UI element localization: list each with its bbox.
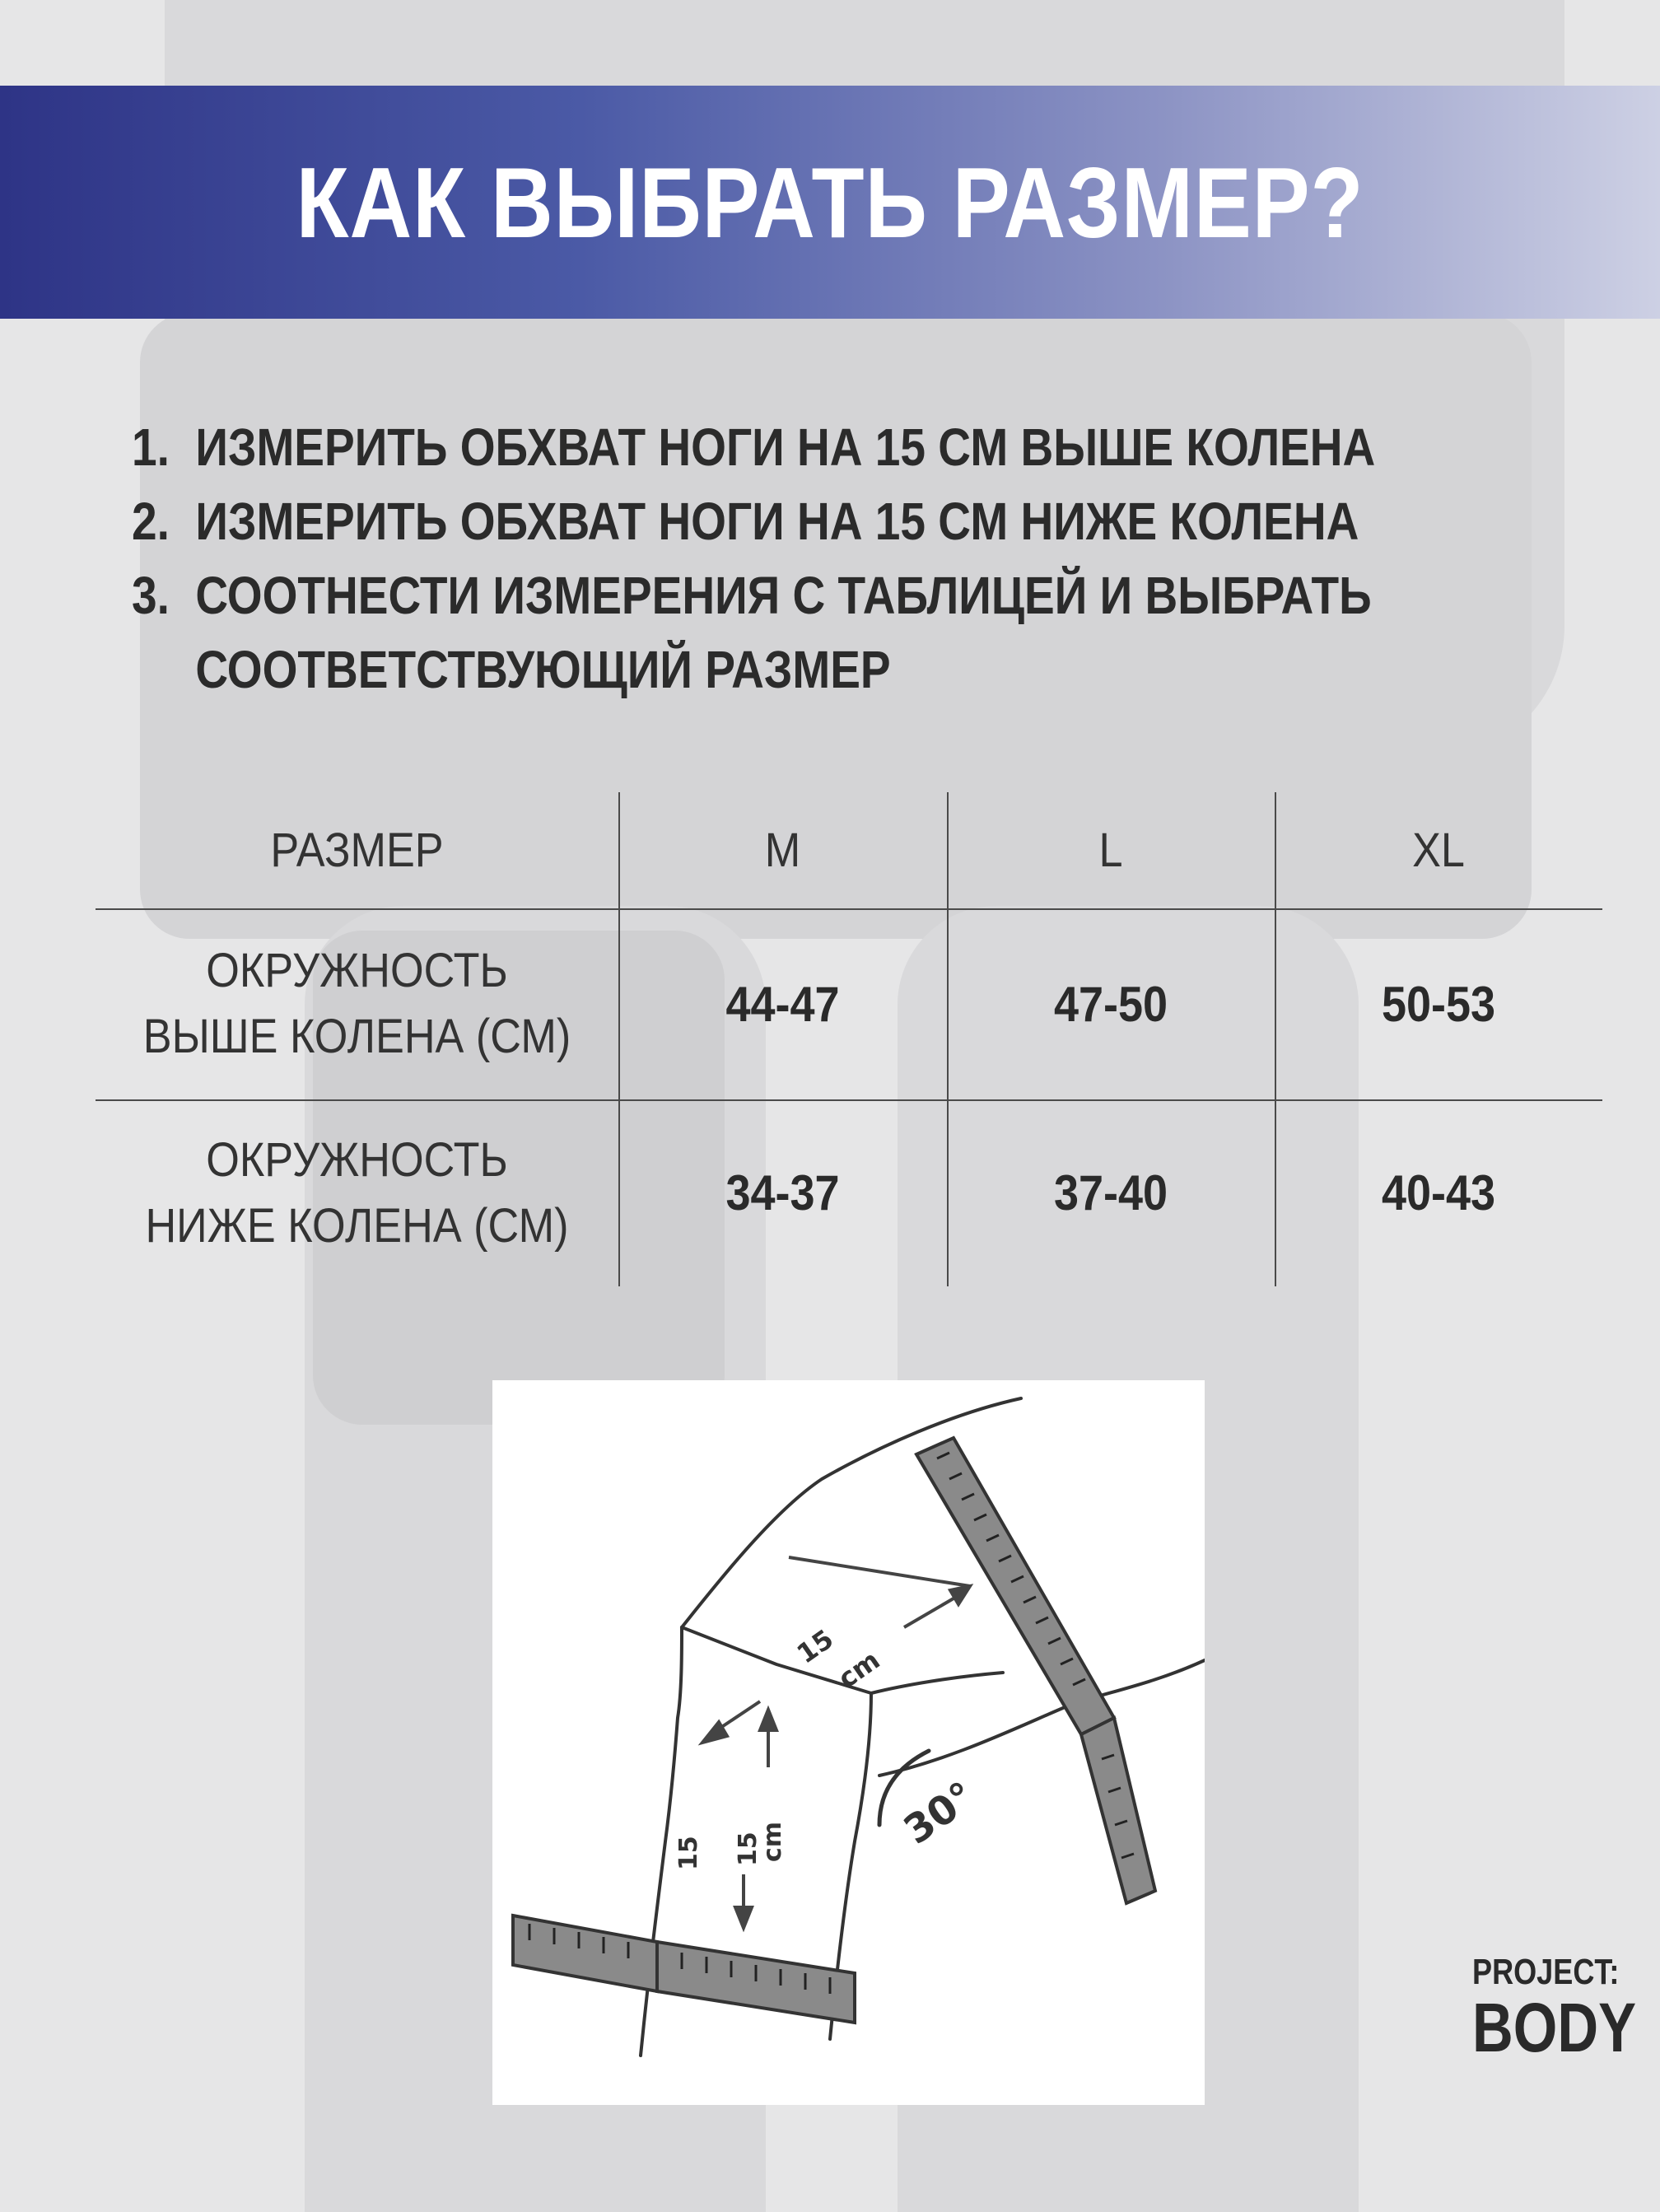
row-label-line: ВЫШЕ КОЛЕНА (СМ) bbox=[142, 1010, 571, 1063]
header-banner bbox=[0, 86, 1660, 319]
upper-tape bbox=[916, 1438, 1155, 1903]
step-text: СООТНЕСТИ ИЗМЕРЕНИЯ С ТАБЛИЦЕЙ И ВЫБРАТЬ bbox=[195, 566, 1372, 625]
table-row-label bbox=[122, 1099, 593, 1286]
table-divider bbox=[947, 792, 949, 1286]
table-cell: 50-53 bbox=[1381, 976, 1496, 1032]
table-header-l: L bbox=[1098, 824, 1123, 877]
row-label-line: ОКРУЖНОСТЬ bbox=[206, 944, 508, 997]
label-cm-upper: cm bbox=[832, 1644, 886, 1695]
step-3 bbox=[132, 558, 1375, 632]
brand-bottom: BODY bbox=[1472, 1989, 1637, 2066]
table-cell: 34-37 bbox=[725, 1165, 840, 1220]
table-row-label bbox=[122, 908, 593, 1099]
table-header-m: M bbox=[764, 824, 801, 877]
table-header-size: РАЗМЕР bbox=[270, 824, 444, 877]
instructions-list bbox=[132, 410, 1578, 707]
label-angle: 30° bbox=[895, 1772, 984, 1854]
label-15-upper: 15 bbox=[790, 1622, 840, 1670]
table-cell: 47-50 bbox=[1053, 976, 1168, 1032]
lower-tape bbox=[513, 1916, 855, 2023]
table-cell: 37-40 bbox=[1053, 1165, 1168, 1220]
size-table bbox=[96, 792, 1602, 1286]
step-2 bbox=[132, 484, 1375, 558]
page-title: КАК ВЫБРАТЬ РАЗМЕР? bbox=[296, 146, 1364, 259]
row-label-line: НИЖЕ КОЛЕНА (СМ) bbox=[145, 1198, 569, 1253]
table-cell: 44-47 bbox=[725, 976, 840, 1032]
brand-top: PROJECT: bbox=[1472, 1952, 1620, 1992]
measure-arrows bbox=[702, 1557, 970, 1928]
brand-logo bbox=[1472, 1952, 1660, 2066]
step-number: 3. bbox=[132, 566, 170, 625]
knee-measurement-illustration bbox=[492, 1380, 1205, 2105]
table-header-xl: XL bbox=[1412, 824, 1465, 877]
label-cm-lower: cm bbox=[758, 1821, 787, 1862]
step-number: 2. bbox=[132, 492, 170, 551]
label-15-side: 15 bbox=[674, 1836, 703, 1870]
table-divider bbox=[618, 792, 620, 1286]
knee-diagram bbox=[492, 1380, 1205, 2105]
label-15-lower: 15 bbox=[734, 1832, 762, 1866]
knee-line bbox=[871, 1673, 1003, 1693]
table-cell: 40-43 bbox=[1381, 1165, 1496, 1220]
step-text: СООТВЕТСТВУЮЩИЙ РАЗМЕР bbox=[195, 640, 891, 699]
step-1 bbox=[132, 410, 1375, 484]
step-text: ИЗМЕРИТЬ ОБХВАТ НОГИ НА 15 СМ ВЫШЕ КОЛЕНА bbox=[195, 418, 1376, 477]
thigh-outline bbox=[879, 1660, 1205, 1776]
step-3-continued bbox=[132, 632, 1375, 707]
step-number: 1. bbox=[132, 418, 170, 477]
row-label-line: ОКРУЖНОСТЬ bbox=[206, 1132, 508, 1187]
table-divider bbox=[1275, 792, 1276, 1286]
step-text: ИЗМЕРИТЬ ОБХВАТ НОГИ НА 15 СМ НИЖЕ КОЛЕНА bbox=[195, 492, 1359, 551]
